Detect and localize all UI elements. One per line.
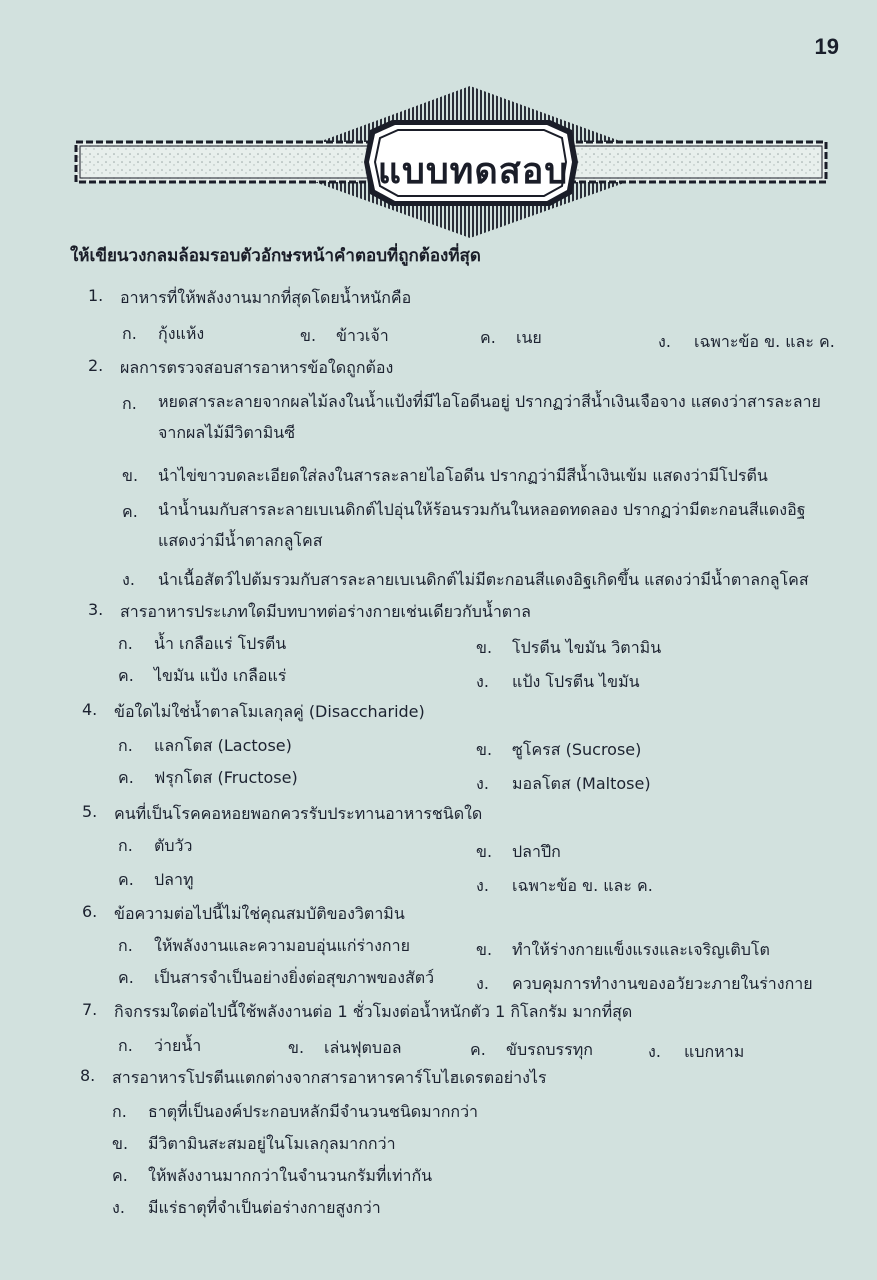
question-text: คนที่เป็นโรคคอหอยพอกควรรับประทานอาหารชนิดใด: [114, 804, 483, 823]
option-text: เฉพาะข้อ ข. และ ค.: [512, 876, 653, 895]
option-text: มีแร่ธาตุที่จำเป็นต่อร่างกายสูงกว่า: [148, 1198, 381, 1217]
option-label: ง.: [122, 570, 135, 589]
option-label: ข.: [122, 466, 139, 485]
option-text: ไขมัน แป้ง เกลือแร่: [154, 666, 287, 685]
option-label: ค.: [122, 502, 138, 521]
option-label: ข.: [476, 842, 493, 861]
question-text: อาหารที่ให้พลังงานมากที่สุดโดยน้ำหนักคือ: [120, 288, 412, 307]
option-label: ง.: [476, 974, 489, 993]
option-label: ค.: [118, 870, 134, 889]
option-label: ก.: [112, 1102, 127, 1121]
option-label: ก.: [122, 394, 137, 413]
option-text: มอลโตส (Maltose): [512, 774, 651, 793]
banner-ornament: [0, 0, 877, 240]
option-text: มีวิตามินสะสมอยู่ในโมเลกุลมากกว่า: [148, 1134, 396, 1153]
instruction-text: ให้เขียนวงกลมล้อมรอบตัวอักษรหน้าคำตอบที่ถูกต้องที่สุด: [70, 246, 481, 266]
option-text: ฟรุกโตส (Fructose): [154, 768, 298, 787]
option-label: ข.: [288, 1038, 305, 1057]
option-text: ปลาทู: [154, 870, 194, 889]
question-text: สารอาหารประเภทใดมีบทบาทต่อร่างกายเช่นเดียวกับน้ำตาล: [120, 602, 531, 621]
option-label: ก.: [122, 324, 137, 343]
option-text: ทำให้ร่างกายแข็งแรงและเจริญเติบโต: [512, 940, 770, 959]
question-text: ผลการตรวจสอบสารอาหารข้อใดถูกต้อง: [120, 358, 394, 377]
option-label: ข.: [112, 1134, 129, 1153]
option-label: ค.: [480, 328, 496, 347]
option-label: ก.: [118, 634, 133, 653]
option-text: แบกหาม: [684, 1042, 745, 1061]
option-text: ซูโครส (Sucrose): [512, 740, 642, 759]
option-text: นำไข่ขาวบดละเอียดใส่ลงในสารละลายไอโอดีน ปรากฏว่ามีสีน้ำเงินเข้ม แสดงว่ามีโปรตีน: [158, 466, 768, 485]
option-label: ค.: [470, 1040, 486, 1059]
option-text: ว่ายน้ำ: [154, 1036, 202, 1055]
option-label: ก.: [118, 936, 133, 955]
question-number: 2.: [88, 356, 104, 375]
option-text: หยดสารละลายจากผลไม้ลงในน้ำแป้งที่มีไอโอดีนอยู่ ปรากฏว่าสีน้ำเงินเจือจาง แสดงว่าสารละลายจากผลไม้มีวิตามินซี: [158, 392, 821, 442]
option-label: ข.: [476, 638, 493, 657]
option-label: ค.: [112, 1166, 128, 1185]
option-label: ง.: [648, 1042, 661, 1061]
option-text: นำน้ำนมกับสารละลายเบเนดิกต์ไปอุ่นให้ร้อนรวมกันในหลอดทดลอง ปรากฏว่ามีตะกอนสีแดงอิฐ แสดงว่ามีน้ำตาลกลูโคส: [158, 500, 806, 550]
page-number: 19: [814, 34, 839, 59]
option-label: ค.: [118, 768, 134, 787]
option-label: ก.: [118, 736, 133, 755]
option-label: ข.: [476, 740, 493, 759]
option-text: เป็นสารจำเป็นอย่างยิ่งต่อสุขภาพของสัตว์: [154, 968, 435, 987]
option-text: ธาตุที่เป็นองค์ประกอบหลักมีจำนวนชนิดมากกว่า: [148, 1102, 479, 1121]
option-label: ข.: [300, 326, 317, 345]
question-text: ข้อใดไม่ใช่น้ำตาลโมเลกุลคู่ (Disaccharide): [114, 702, 425, 721]
option-text: ให้พลังงานและความอบอุ่นแก่ร่างกาย: [154, 936, 410, 955]
option-text: ควบคุมการทำงานของอวัยวะภายในร่างกาย: [512, 974, 813, 993]
question-number: 6.: [82, 902, 98, 921]
question-text: กิจกรรมใดต่อไปนี้ใช้พลังงานต่อ 1 ชั่วโมงต่อน้ำหนักตัว 1 กิโลกรัม มากที่สุด: [114, 1002, 633, 1021]
question-number: 7.: [82, 1000, 98, 1019]
option-text: แป้ง โปรตีน ไขมัน: [512, 672, 640, 691]
option-text: ให้พลังงานมากกว่าในจำนวนกรัมที่เท่ากัน: [148, 1166, 433, 1185]
question-number: 5.: [82, 802, 98, 821]
question-text: ข้อความต่อไปนี้ไม่ใช่คุณสมบัติของวิตามิน: [114, 904, 405, 923]
option-label: ค.: [118, 666, 134, 685]
option-label: ง.: [658, 332, 671, 351]
option-label: ง.: [476, 672, 489, 691]
option-label: ก.: [118, 836, 133, 855]
option-label: ง.: [112, 1198, 125, 1217]
option-text: กุ้งแห้ง: [158, 324, 205, 343]
option-label: ง.: [476, 876, 489, 895]
option-text: ตับวัว: [154, 836, 193, 855]
banner-title: แบบทดสอบ: [377, 150, 569, 192]
option-text: ขับรถบรรทุก: [506, 1040, 593, 1059]
option-text: ปลาปึก: [512, 842, 561, 861]
option-text: แลกโตส (Lactose): [154, 736, 292, 755]
option-text: เนย: [516, 328, 542, 347]
question-number: 8.: [80, 1066, 96, 1085]
test-banner: [0, 0, 877, 240]
option-text: นำเนื้อสัตว์ไปต้มรวมกับสารละลายเบเนดิกต์ไม่มีตะกอนสีแดงอิฐเกิดขึ้น แสดงว่ามีน้ำตาลกลูโคส: [158, 570, 809, 589]
option-label: ข.: [476, 940, 493, 959]
question-number: 1.: [88, 286, 104, 305]
option-label: ง.: [476, 774, 489, 793]
question-text: สารอาหารโปรตีนแตกต่างจากสารอาหารคาร์โบไฮเดรตอย่างไร: [112, 1068, 547, 1087]
option-label: ก.: [118, 1036, 133, 1055]
question-number: 4.: [82, 700, 98, 719]
question-number: 3.: [88, 600, 104, 619]
option-text: โปรตีน ไขมัน วิตามิน: [512, 638, 662, 657]
option-label: ค.: [118, 968, 134, 987]
option-text: เล่นฟุตบอล: [324, 1038, 402, 1057]
option-text: น้ำ เกลือแร่ โปรตีน: [154, 634, 287, 653]
option-text: ข้าวเจ้า: [336, 326, 389, 345]
option-text: เฉพาะข้อ ข. และ ค.: [694, 332, 835, 351]
